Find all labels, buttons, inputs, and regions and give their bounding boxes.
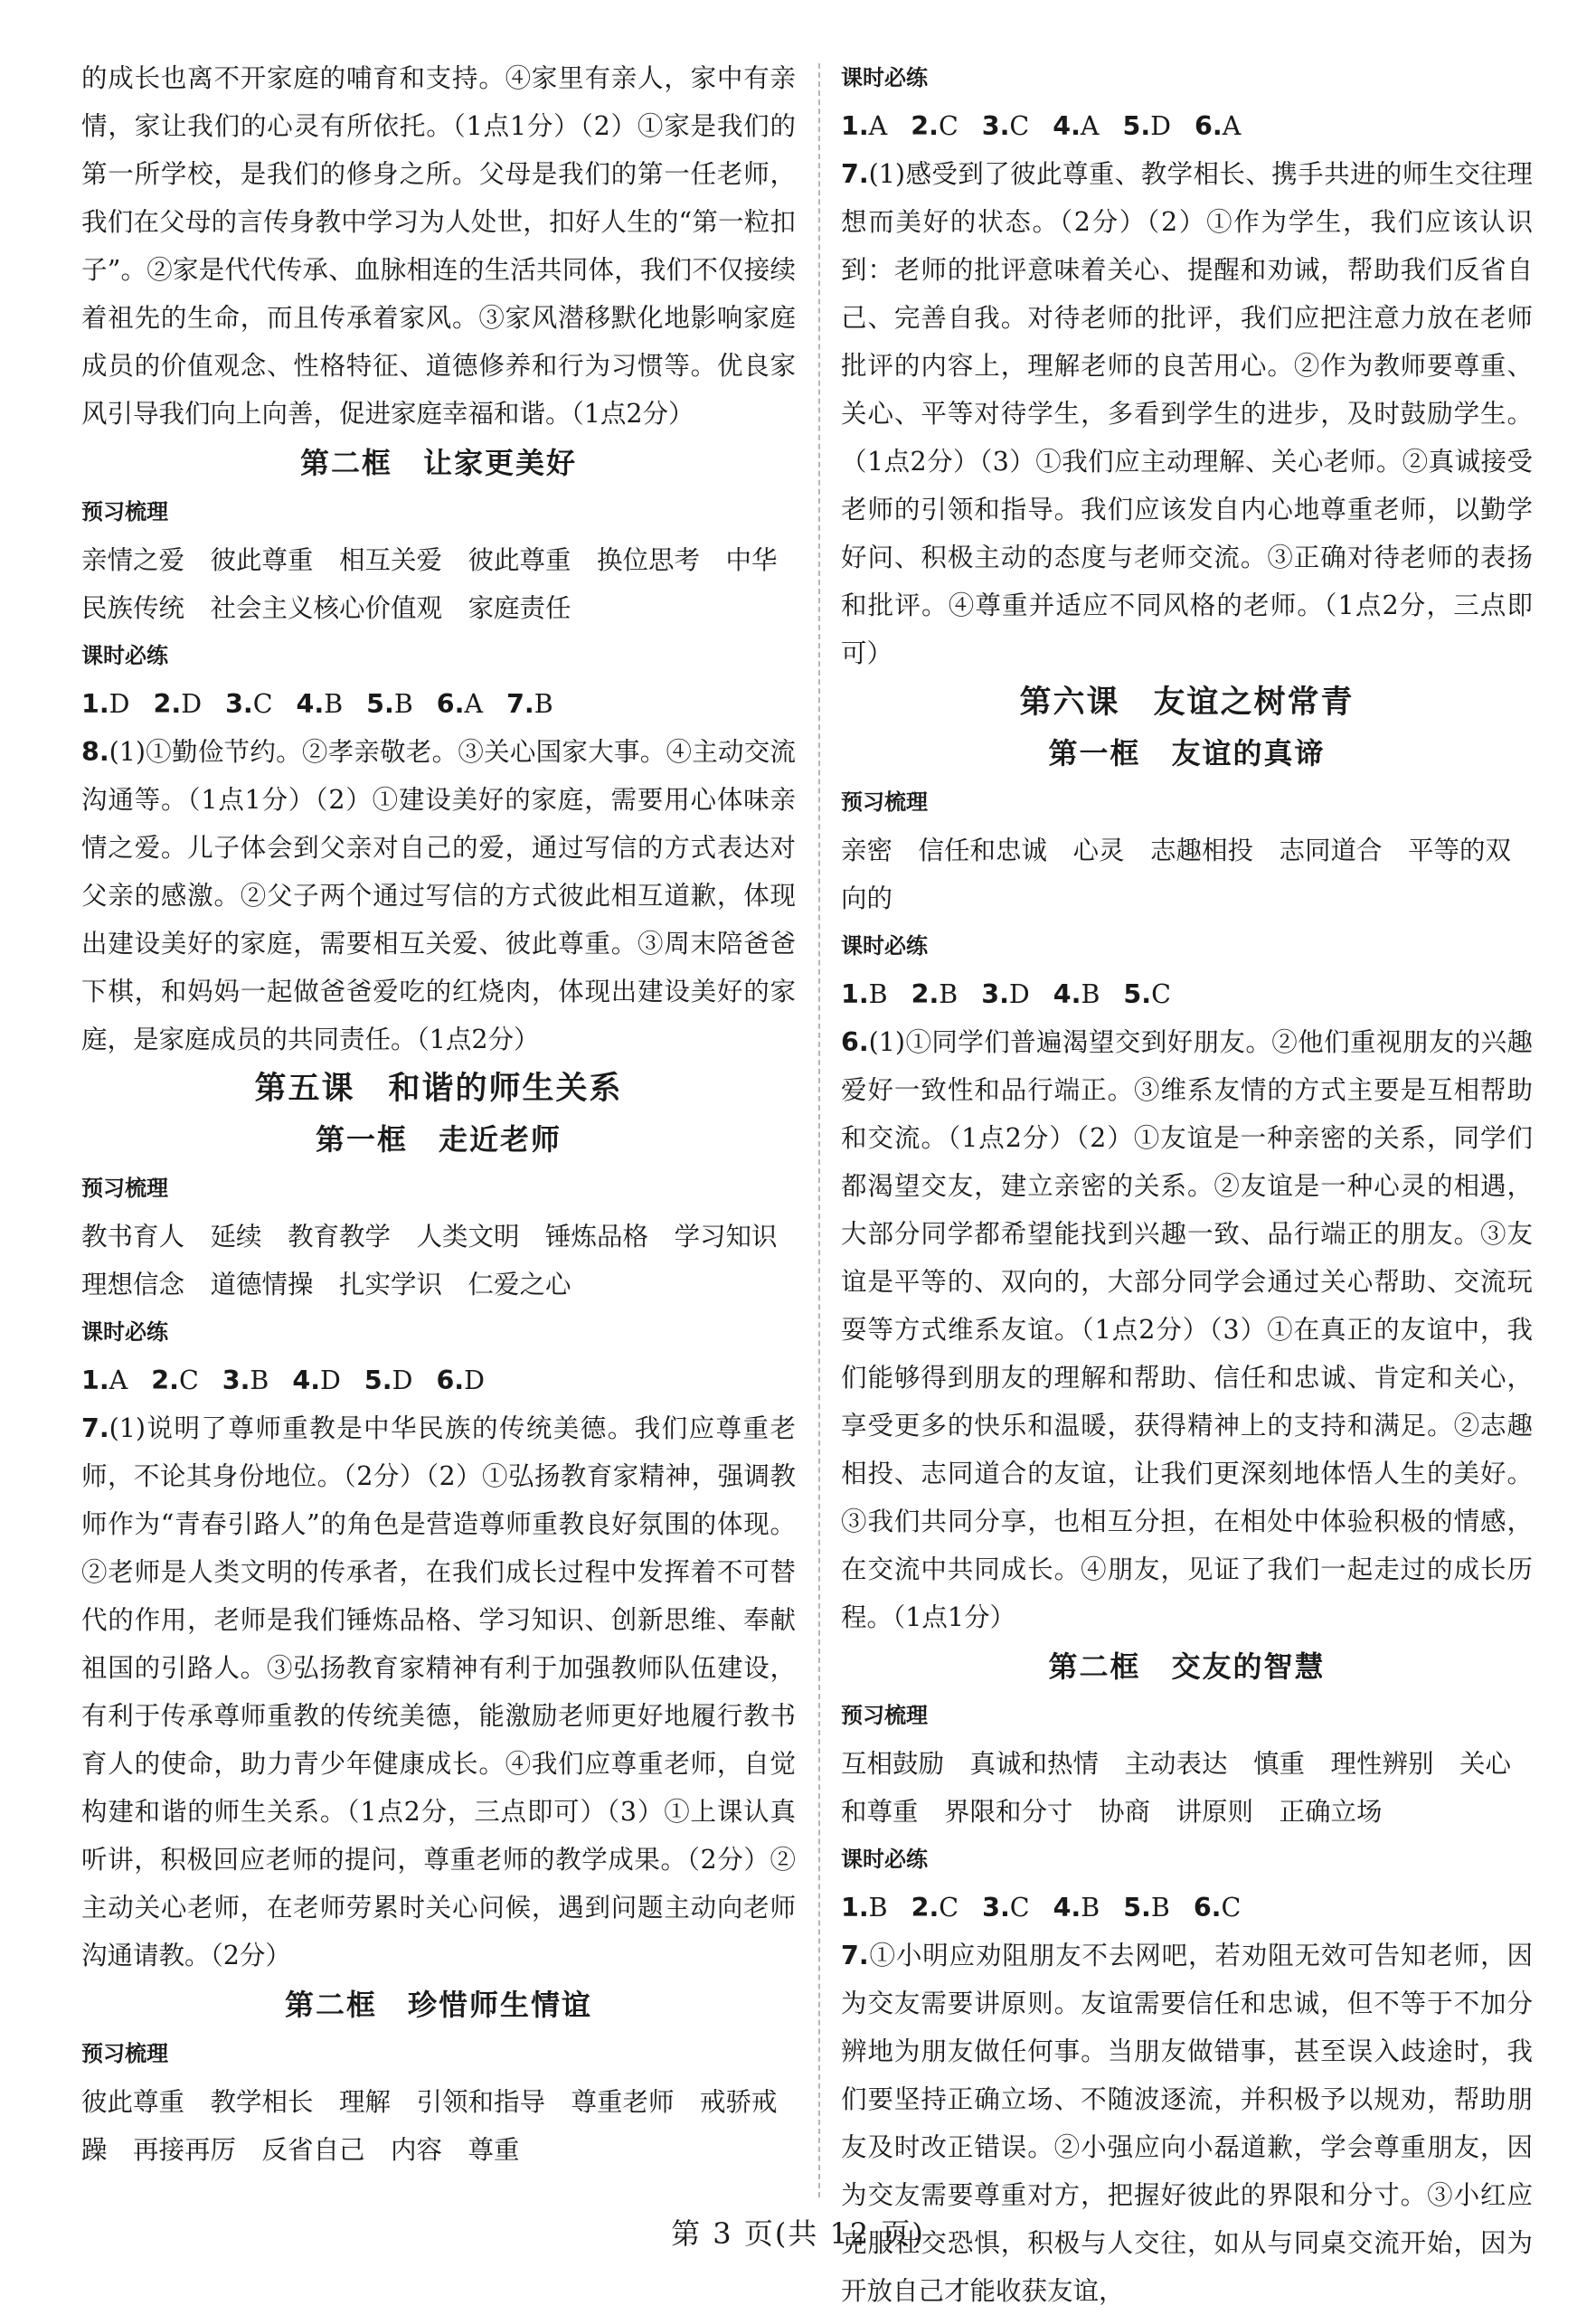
question-number: 6. bbox=[436, 689, 465, 719]
question-number: 4. bbox=[1053, 979, 1081, 1009]
choice-answer bbox=[437, 689, 483, 719]
choice-answer bbox=[841, 979, 888, 1009]
question-number: 7. bbox=[81, 1413, 109, 1443]
choice-answer bbox=[297, 689, 344, 719]
choice-answer bbox=[366, 689, 413, 719]
choice-letter: D bbox=[464, 1365, 485, 1395]
choice-letter: C bbox=[178, 1365, 199, 1395]
question-number: 8. bbox=[81, 737, 109, 767]
choice-letter: A bbox=[1222, 111, 1242, 141]
choice-answer bbox=[911, 111, 958, 141]
subsection-label: 课时必练 bbox=[841, 1847, 928, 1872]
choice-answers bbox=[841, 970, 1533, 1018]
choice-letter: C bbox=[938, 111, 959, 141]
choice-letter: C bbox=[1009, 111, 1030, 141]
section-title: 第二框 交友的智慧 bbox=[1048, 1649, 1326, 1684]
choice-letter: B bbox=[868, 1893, 888, 1923]
choice-answer bbox=[292, 1365, 341, 1395]
choice-answers bbox=[81, 680, 796, 728]
question-number: 1. bbox=[81, 1365, 109, 1395]
choice-answer bbox=[1195, 111, 1241, 141]
answer-text: (1)①同学们普遍渴望交到好朋友。②他们重视朋友的兴趣爱好一致性和品行端正。③维系友情的方式主要是互相帮助和交流。（1点2分）（2）①友谊是一种亲密的关系，同学们都渴望交友，建立亲密的关系。②友谊是一种心灵的相遇，大部分同学都希望能找到兴趣一致、品行端正的朋友。③友谊是平等的、双向的，大部分同学会通过关心帮助、交流玩耍等方式维系友谊。（1点2分）（3）①在真正的友谊中，我们能够得到朋友的理解和帮助、信任和忠诚、肯定和关心，享受更多的快乐和温暖，获得精神上的支持和满足。②志趣相投、志同道合的友谊，让我们更深刻地体悟人生的美好。③我们共同分享，也相互分担，在相处中体验积极的情感，在交流中共同成长。④朋友，见证了我们一起走过的成长历程。（1点1分） bbox=[841, 1027, 1533, 1632]
choice-answer bbox=[1123, 111, 1172, 141]
answer-text: (1)说明了尊师重教是中华民族的传统美德。我们应尊重老师，不论其身份地位。（2分）（2）①弘扬教育家精神，强调教师作为“青春引路人”的角色是营造尊师重教良好氛围的体现。②老师是人类文明的传承者，在我们成长过程中发挥着不可替代的作用，老师是我们锤炼品格、学习知识、创新思维、奉献祖国的引路人。③弘扬教育家精神有利于加强教师队伍建设，有利于传承尊师重教的传统美德，能激励老师更好地履行教书育人的使命，助力青少年健康成长。④我们应尊重老师，自觉构建和谐的师生关系。（1点2分，三点即可）（3）①上课认真听讲，积极回应老师的提问，尊重老师的教学成果。（2分）②主动关心老师，在老师劳累时关心问候，遇到问题主动向老师沟通请教。（2分） bbox=[81, 1413, 796, 1970]
question-number: 7. bbox=[841, 1941, 869, 1970]
question-number: 3. bbox=[225, 689, 253, 719]
choice-letter: D bbox=[320, 1365, 341, 1395]
question-number: 4. bbox=[1053, 1893, 1081, 1923]
choice-letter: B bbox=[939, 979, 959, 1009]
choice-answer bbox=[911, 979, 959, 1009]
answer-paragraph bbox=[841, 1932, 1533, 2315]
choice-letter: D bbox=[109, 689, 130, 719]
left-column bbox=[81, 54, 804, 2174]
answer-text: (1)①勤俭节约。②孝亲敬老。③关心国家大事。④主动交流沟通等。（1点1分）（2）①建设美好的家庭，需要用心体味亲情之爱。儿子体会到父亲对自己的爱，通过写信的方式表达对父亲的感激。②父子两个通过写信的方式彼此相互道歉，体现出建设美好的家庭，需要相互关爱、彼此尊重。③周末陪爸爸下棋，和妈妈一起做爸爸爱吃的红烧肉，体现出建设美好的家庭，是家庭成员的共同责任。（1点2分） bbox=[81, 737, 796, 1054]
choice-letter: B bbox=[393, 689, 413, 719]
answer-paragraph bbox=[841, 150, 1533, 677]
choice-answer bbox=[506, 689, 553, 719]
question-number: 1. bbox=[841, 111, 869, 141]
page-number: 第 3 页(共 12 页) bbox=[671, 2216, 925, 2251]
answer-paragraph bbox=[841, 1018, 1533, 1641]
choice-letter: C bbox=[1221, 1893, 1242, 1923]
choice-answer bbox=[1194, 1893, 1241, 1923]
question-number: 1. bbox=[81, 689, 109, 719]
subsection-label: 课时必练 bbox=[841, 933, 928, 959]
subsection-label: 课时必练 bbox=[81, 643, 168, 668]
subsection-label: 预习梳理 bbox=[81, 2041, 168, 2066]
subsection-label: 预习梳理 bbox=[841, 789, 928, 815]
lesson-title: 第六课 友谊之树常青 bbox=[1019, 685, 1355, 721]
choice-letter: A bbox=[464, 689, 484, 719]
choice-answer bbox=[911, 1893, 959, 1923]
question-number: 4. bbox=[1053, 111, 1081, 141]
choice-answer bbox=[982, 1893, 1029, 1923]
choice-letter: D bbox=[1008, 979, 1030, 1009]
choice-letter: C bbox=[1009, 1893, 1030, 1923]
question-number: 5. bbox=[366, 689, 394, 719]
choice-answer bbox=[436, 1365, 485, 1395]
choice-answer bbox=[364, 1365, 413, 1395]
question-number: 6. bbox=[1195, 111, 1223, 141]
choice-answer bbox=[981, 979, 1030, 1009]
choice-answer bbox=[225, 689, 272, 719]
question-number: 6. bbox=[436, 1365, 465, 1395]
question-number: 4. bbox=[296, 689, 325, 719]
lesson-title: 第五课 和谐的师生关系 bbox=[254, 1071, 623, 1107]
choice-letter: A bbox=[109, 1365, 128, 1395]
question-number: 5. bbox=[1123, 979, 1152, 1009]
answer-text: ①小明应劝阻朋友不去网吧，若劝阻无效可告知老师，因为交友需要讲原则。友谊需要信任和忠诚，但不等于不加分辨地为朋友做任何事。当朋友做错事，甚至误入歧途时，我们要坚持正确立场、不随波逐流，并积极予以规劝，帮助朋友及时改正错误。②小强应向小磊道歉，学会尊重朋友，因为交友需要尊重对方，把握好彼此的界限和分寸。③小红应克服社交恐惧，积极与人交往，如从与同桌交流开始，因为开放自己才能收获友谊， bbox=[841, 1941, 1533, 2306]
choice-answer bbox=[1053, 979, 1100, 1009]
choice-letter: C bbox=[1151, 979, 1171, 1009]
choice-letter: A bbox=[1080, 111, 1100, 141]
question-number: 1. bbox=[841, 1893, 869, 1923]
question-number: 2. bbox=[911, 111, 939, 141]
subsection-label: 预习梳理 bbox=[81, 1176, 168, 1201]
section-title: 第一框 友谊的真谛 bbox=[1048, 736, 1326, 770]
question-number: 5. bbox=[1123, 1893, 1151, 1923]
question-number: 2. bbox=[151, 1365, 179, 1395]
question-number: 2. bbox=[911, 979, 940, 1009]
choice-answer bbox=[154, 689, 203, 719]
choice-answer bbox=[1123, 979, 1170, 1009]
choice-letter: A bbox=[868, 111, 888, 141]
question-number: 5. bbox=[364, 1365, 392, 1395]
choice-answer bbox=[841, 1893, 888, 1923]
choice-letter: B bbox=[1081, 979, 1100, 1009]
choice-letter: C bbox=[252, 689, 273, 719]
question-number: 6. bbox=[1193, 1893, 1222, 1923]
section-title: 第二框 珍惜师生情谊 bbox=[284, 1988, 592, 2022]
question-number: 3. bbox=[981, 979, 1009, 1009]
question-number: 2. bbox=[153, 689, 182, 719]
question-number: 6. bbox=[841, 1027, 869, 1057]
subsection-label: 课时必练 bbox=[841, 65, 928, 90]
preview-answers: 教书育人 延续 教育教学 人类文明 锤炼品格 学习知识 理想信念 道德情操 扎实学识 仁爱之心 bbox=[81, 1222, 804, 1299]
choice-letter: D bbox=[1150, 111, 1172, 141]
choice-answer bbox=[81, 1365, 127, 1395]
answer-paragraph bbox=[81, 728, 796, 1063]
choice-answers bbox=[841, 102, 1533, 150]
question-number: 7. bbox=[506, 689, 534, 719]
question-number: 3. bbox=[982, 1893, 1010, 1923]
question-number: 3. bbox=[222, 1365, 250, 1395]
choice-answer bbox=[81, 689, 130, 719]
choice-letter: B bbox=[324, 689, 344, 719]
choice-letter: D bbox=[181, 689, 203, 719]
subsection-label: 预习梳理 bbox=[81, 499, 168, 524]
subsection-label: 预习梳理 bbox=[841, 1703, 928, 1728]
choice-letter: B bbox=[1150, 1893, 1170, 1923]
subsection-label: 课时必练 bbox=[81, 1319, 168, 1345]
choice-answer bbox=[841, 111, 887, 141]
choice-letter: B bbox=[250, 1365, 269, 1395]
choice-answers bbox=[841, 1884, 1533, 1932]
choice-answer bbox=[151, 1365, 198, 1395]
choice-answers bbox=[81, 1356, 796, 1404]
preview-answers: 亲密 信任和忠诚 心灵 志趣相投 志同道合 平等的双向的 bbox=[841, 836, 1512, 913]
choice-letter: B bbox=[1081, 1893, 1100, 1923]
preview-answers: 互相鼓励 真诚和热情 主动表达 慎重 理性辨别 关心和尊重 界限和分寸 协商 讲原则 正确立场 bbox=[841, 1749, 1512, 1827]
question-number: 3. bbox=[981, 111, 1010, 141]
choice-answer bbox=[222, 1365, 269, 1395]
choice-letter: C bbox=[939, 1893, 959, 1923]
question-number: 7. bbox=[841, 159, 869, 189]
choice-letter: D bbox=[392, 1365, 413, 1395]
question-number: 2. bbox=[911, 1893, 940, 1923]
section-title: 第一框 走近老师 bbox=[315, 1122, 562, 1157]
choice-letter: B bbox=[868, 979, 888, 1009]
right-column bbox=[841, 54, 1533, 2315]
preview-answers: 彼此尊重 教学相长 理解 引领和指导 尊重老师 戒骄戒躁 再接再厉 反省自己 内容 尊重 bbox=[81, 2087, 778, 2165]
choice-letter: B bbox=[534, 689, 553, 719]
section-title: 第二框 让家更美好 bbox=[299, 446, 577, 480]
answer-paragraph bbox=[81, 1404, 796, 1980]
choice-answer bbox=[1053, 111, 1099, 141]
preview-answers: 亲情之爱 彼此尊重 相互关爱 彼此尊重 换位思考 中华民族传统 社会主义核心价值观 家庭责任 bbox=[81, 545, 778, 623]
answer-paragraph: 的成长也离不开家庭的哺育和支持。④家里有亲人，家中有亲情，家让我们的心灵有所依托。（1点1分）（2）①家是我们的第一所学校，是我们的修身之所。父母是我们的第一任老师，我们在父母的言传身教中学习为人处世，扣好人生的“第一粒扣子”。②家是代代传承、血脉相连的生活共同体，我们不仅接续着祖先的生命，而且传承着家风。③家风潜移默化地影响家庭成员的价值观念、性格特征、道德修养和行为习惯等。优良家风引导我们向上向善，促进家庭幸福和谐。（1点2分） bbox=[81, 63, 796, 429]
choice-answer bbox=[1053, 1893, 1100, 1923]
choice-answer bbox=[982, 111, 1029, 141]
question-number: 1. bbox=[841, 979, 869, 1009]
question-number: 4. bbox=[292, 1365, 321, 1395]
answer-text: (1)感受到了彼此尊重、教学相长、携手共进的师生交往理想而美好的状态。（2分）（2）①作为学生，我们应该认识到：老师的批评意味着关心、提醒和劝诫，帮助我们反省自己、完善自我。对待老师的批评，我们应把注意力放在老师批评的内容上，理解老师的良苦用心。②作为教师要尊重、关心、平等对待学生，多看到学生的进步，及时鼓励学生。（1点2分）（3）①我们应主动理解、关心老师。②真诚接受老师的引领和指导。我们应该发自内心地尊重老师，以勤学好问、积极主动的态度与老师交流。③正确对待老师的表扬和批评。④尊重并适应不同风格的老师。（1点2分，三点即可） bbox=[841, 159, 1533, 668]
column-divider bbox=[818, 63, 820, 2197]
question-number: 5. bbox=[1122, 111, 1151, 141]
choice-answer bbox=[1123, 1893, 1170, 1923]
